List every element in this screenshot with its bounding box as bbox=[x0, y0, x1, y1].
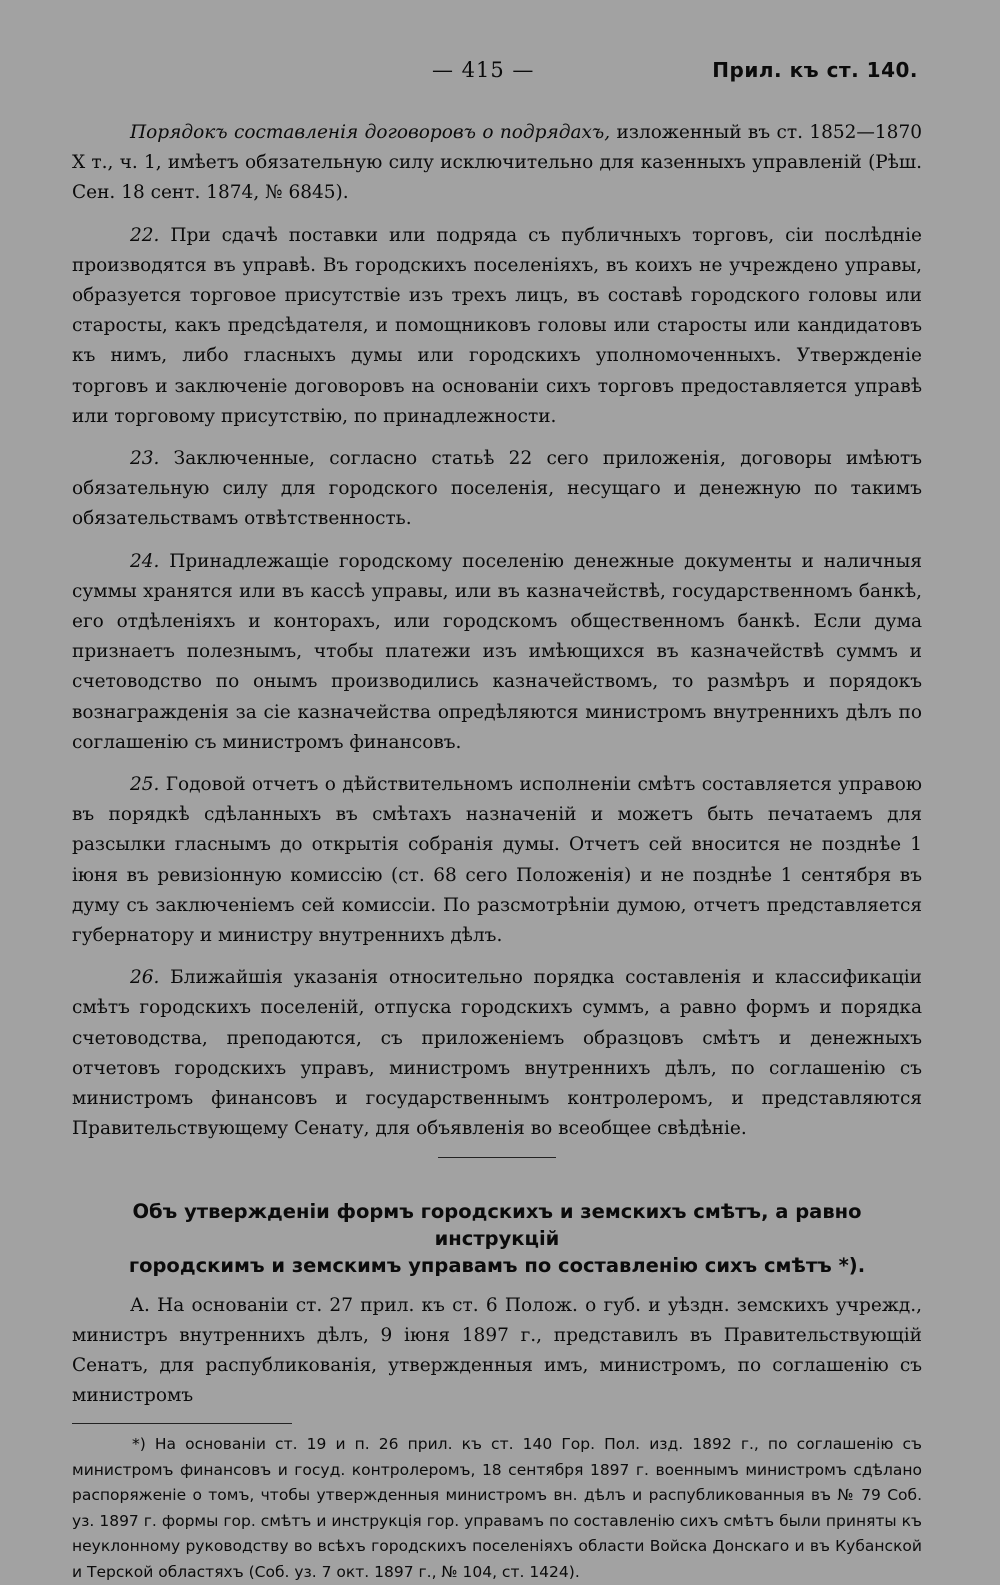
article-number: 22. bbox=[130, 224, 160, 246]
page-number: — 415 — bbox=[432, 58, 535, 82]
article-26 bbox=[72, 963, 922, 1144]
article-number: 23. bbox=[130, 448, 160, 470]
article-text: Принадлежащіе городскому поселенію денежные документы и наличныя суммы хранятся или въ кассѣ управы, или въ казначействѣ, государственномъ банкѣ, его отдѣленіяхъ и конторахъ, или городскомъ общественномъ банкѣ. Если дума признаетъ полезнымъ, чтобы платежи изъ имѣющихся въ казначействѣ суммъ и счетоводство по онымъ производились казначействомъ, то размѣръ и порядокъ вознагражденія за сіе казначейства опредѣляются министромъ внутреннихъ дѣлъ по соглашенію съ министромъ финансовъ. bbox=[72, 550, 922, 753]
section-a-paragraph: А. На основаніи ст. 27 прил. къ ст. 6 Полож. о губ. и уѣздн. земскихъ учрежд., министръ внутреннихъ дѣлъ, 9 іюня 1897 г., представилъ въ Правительствующій Сенатъ, для распубликованія, утвержденныя имъ, министромъ, по соглашенію съ министромъ bbox=[72, 1294, 922, 1407]
article-text: Годовой отчетъ о дѣйствительномъ исполненіи смѣтъ составляется управою въ порядкѣ сдѣланныхъ въ смѣтахъ назначеній и можетъ быть печатаемъ для разсылки гласнымъ до открытія собранія думы. Отчетъ сей вносится не позднѣе 1 іюня въ ревизіонную комиссію (ст. 68 сего Положенія) и не позднѣе 1 сентября въ думу съ заключеніемъ сей комиссіи. По разсмотрѣніи думою, отчетъ представляется губернатору и министру внутреннихъ дѣлъ. bbox=[72, 774, 922, 947]
section-heading-line-1: Объ утвержденіи формъ городскихъ и земскихъ смѣтъ, а равно инструкцій bbox=[132, 1199, 862, 1250]
article-24 bbox=[72, 547, 922, 758]
page-body bbox=[72, 118, 922, 1585]
article-text: При сдачѣ поставки или подряда съ публичныхъ торговъ, сіи послѣдніе производятся въ управѣ. Въ городскихъ поселеніяхъ, въ коихъ не учреждено управы, образуется торговое присутствіе изъ трехъ лицъ, въ составѣ городского головы или старосты, какъ предсѣдателя, и помощниковъ головы или старосты или кандидатовъ къ нимъ, либо гласныхъ думы или городскихъ уполномоченныхъ. Утвержденіе торговъ и заключеніе договоровъ на основаніи сихъ торговъ предоставляется управѣ или торговому присутствію, по принадлежности. bbox=[72, 224, 922, 427]
article-23 bbox=[72, 444, 922, 535]
page-header bbox=[0, 58, 1000, 88]
article-22 bbox=[72, 221, 922, 432]
footnote-divider bbox=[72, 1423, 292, 1424]
section-heading bbox=[72, 1198, 922, 1279]
running-head: Прил. къ ст. 140. bbox=[712, 58, 918, 82]
article-text: Ближайшія указанія относительно порядка составленія и классификаціи смѣтъ городскихъ поселеній, отпуска городскихъ суммъ, а равно формъ и порядка счетоводства, преподаются, съ приложеніемъ образцовъ смѣтъ и денежныхъ отчетовъ городскихъ управъ, министромъ внутреннихъ дѣлъ, по соглашенію съ министромъ финансовъ и государственнымъ контролеромъ, и представляются Правительствующему Сенату, для объявленія во всеобщее свѣдѣніе. bbox=[72, 967, 922, 1140]
article-25 bbox=[72, 770, 922, 951]
paragraph-text: изложенный въ ст. 1852—1870 X т., ч. 1, имѣетъ обязательную силу исключительно для казенныхъ управленій (Рѣш. Сен. 18 сент. 1874, № 6845). bbox=[72, 122, 922, 204]
footnote: *) На основаніи ст. 19 и п. 26 прил. къ ст. 140 Гор. Пол. изд. 1892 г., по соглашенію съ министромъ финансовъ и госуд. контролеромъ, 18 сентября 1897 г. военнымъ министромъ сдѣлано распоряженіе о томъ, чтобы утвержденныя министромъ вн. дѣлъ и распубликованныя въ № 79 Соб. уз. 1897 г. формы гор. смѣтъ и инструкція гор. управамъ по составленію сихъ смѣтъ были приняты къ неуклонному руководству во всѣхъ городскихъ поселеніяхъ области Войска Донскаго и въ Кубанской и Терской областяхъ (Соб. уз. 7 окт. 1897 г., № 104, ст. 1424). bbox=[72, 1435, 922, 1581]
paragraph-lead: Порядокъ составленія договоровъ о подрядахъ, bbox=[130, 122, 611, 143]
section-heading-line-2: городскимъ и земскимъ управамъ по составленію сихъ смѣтъ *). bbox=[128, 1253, 866, 1277]
article-text: Заключенные, согласно статьѣ 22 сего приложенія, договоры имѣютъ обязательную силу для городского поселенія, несущаго и денежную по такимъ обязательствамъ отвѣтственность. bbox=[72, 448, 922, 530]
article-number: 26. bbox=[130, 967, 160, 989]
article-number: 24. bbox=[130, 550, 160, 572]
section-divider bbox=[438, 1157, 556, 1158]
paragraph-contract-order bbox=[72, 118, 922, 209]
article-number: 25. bbox=[130, 774, 160, 796]
